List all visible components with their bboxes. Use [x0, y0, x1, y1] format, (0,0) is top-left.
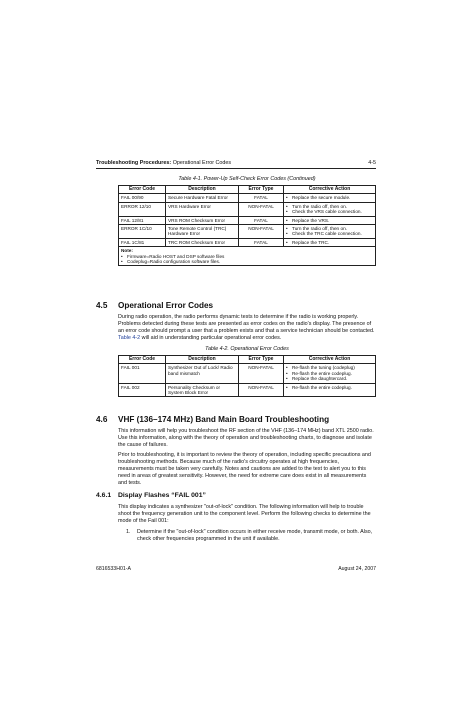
table1 — [118, 185, 376, 266]
table2-col-error-code: Error Code — [119, 356, 166, 364]
corrective-action — [284, 216, 376, 224]
table1-col-description: Description — [166, 186, 239, 194]
header-page-number: 4-5 — [368, 160, 376, 166]
action-item: • Re-flash the entire codeplug. — [286, 371, 373, 376]
list-item-number: 1. — [126, 529, 131, 535]
error-description: VRS ROM Checksum Error — [166, 216, 239, 224]
table-4-2-link[interactable]: Table 4-2 — [118, 334, 141, 341]
error-type: NON-FATAL — [239, 202, 284, 216]
error-code: ERROR 1C/10 — [119, 225, 166, 239]
action-item: • Replace the daughtercard. — [286, 376, 373, 381]
running-header — [96, 160, 376, 166]
section-title: Display Flashes “FAIL 001” — [118, 492, 206, 499]
error-type: FATAL — [239, 216, 284, 224]
footer-doc-number: 6816533H01-A — [96, 566, 131, 572]
error-code: ERROR 12/10 — [119, 202, 166, 216]
section-number: 4.6 — [96, 415, 108, 424]
error-code: FAIL 001 — [119, 364, 166, 383]
section-4-6-1-paragraph: This display indicates a synthesizer "out-of-lock" condition. The following information will help to trouble shoot the frequency generation unit to the component level. Perform the following checks to determine the mode of the Fail 001: — [118, 504, 371, 524]
table2-header-row — [119, 356, 376, 364]
corrective-action — [284, 202, 376, 216]
error-type: NON-FATAL — [239, 364, 284, 383]
table2-col-description: Description — [166, 356, 239, 364]
table-row — [119, 194, 376, 202]
table-row — [119, 216, 376, 224]
corrective-action — [284, 194, 376, 202]
table-row — [119, 364, 376, 383]
section-4-6-heading — [96, 415, 329, 424]
error-code: FAIL 00/90 — [119, 194, 166, 202]
table1-header-row — [119, 186, 376, 194]
table1-col-corrective-action: Corrective Action — [284, 186, 376, 194]
footer-date: August 24, 2007 — [338, 566, 376, 572]
table1-col-error-type: Error Type — [239, 186, 284, 194]
note-item: • Firmware=Radio HOST and DSP software files — [121, 254, 373, 259]
section-4-5-heading — [96, 301, 213, 310]
corrective-action — [284, 383, 376, 397]
error-code: FAIL 1C/81 — [119, 238, 166, 246]
action-item: • Re-flash the tuning (codeplug) — [286, 365, 373, 370]
error-description: Synthesizer Out of Lock/ Radio band mismatch — [166, 364, 239, 383]
action-item: • Replace the secure module. — [286, 195, 373, 200]
table-row — [119, 238, 376, 246]
header-rule — [96, 168, 376, 169]
table1-note-row — [119, 247, 376, 266]
action-item: • Turn the radio off, then on. — [286, 204, 373, 209]
error-type: FATAL — [239, 194, 284, 202]
note-item: • Codeplug=Radio configuration software files. — [121, 259, 373, 264]
running-footer — [96, 566, 376, 572]
error-type: NON-FATAL — [239, 383, 284, 397]
section-4-6-paragraph-1: This information will help you troubleshoot the RF section of the VHF (136–174 MHz) band XTL 2500 radio. Use this information, along with the theory of operation and troubleshooting charts, to diagnose and isolate the cause of failures. — [118, 428, 374, 448]
table1-col-error-code: Error Code — [119, 186, 166, 194]
table-row — [119, 383, 376, 397]
action-item: • Turn the radio off, then on. — [286, 226, 373, 231]
action-item: • Replace the VRS. — [286, 218, 373, 223]
error-description: TRC ROM Checksum Error — [166, 238, 239, 246]
section-4-6-paragraph-2: Prior to troubleshooting, it is important to review the theory of operation, including specific precautions and troubleshooting methods. Because much of the radio's circuitry operates at high frequencies, measurements must be taken very carefully. Notes and cautions are added to the text to alert you to this need in areas of greatest sensitivity. However, the need for extreme care does exist in all measurements and tests. — [118, 452, 371, 486]
note-title: Note: — [121, 248, 133, 254]
section-4-5-paragraph: During radio operation, the radio performs dynamic tests to determine if the radio is working properly. Problems detected during these tests are presented as error codes on the radio's display. The presence of an error code should prompt a user that a problem exists and that a service technician should be contacted. Table 4-2 will aid in understanding particular operational error codes. — [118, 314, 375, 341]
corrective-action — [284, 364, 376, 383]
header-section: Troubleshooting Procedures: Operational Error Codes — [96, 160, 232, 166]
table2-col-error-type: Error Type — [239, 356, 284, 364]
action-item: • Replace the TRC. — [286, 240, 373, 245]
table-row — [119, 225, 376, 239]
error-description: Personality Checksum or System Block Error — [166, 383, 239, 397]
table1-note — [119, 247, 376, 266]
error-code: FAIL 002 — [119, 383, 166, 397]
section-4-6-1-heading — [96, 492, 206, 499]
section-number: 4.5 — [96, 301, 108, 310]
action-item: • Check the VRS cable connection. — [286, 209, 373, 214]
table2-col-corrective-action: Corrective Action — [284, 356, 376, 364]
section-title: Operational Error Codes — [118, 301, 214, 310]
table1-caption: Table 4-1. Power-Up Self-Check Error Codes (Continued) — [178, 176, 316, 182]
action-item: • Re-flash the entire codeplug. — [286, 385, 373, 390]
section-title: VHF (136–174 MHz) Band Main Board Troubleshooting — [118, 415, 330, 424]
corrective-action — [284, 238, 376, 246]
error-description: VRS Hardware Error — [166, 202, 239, 216]
table2-caption: Table 4-2. Operational Error Codes — [205, 346, 289, 352]
action-item: • Check the TRC cable connection. — [286, 231, 373, 236]
section-number: 4.6.1 — [96, 492, 112, 499]
error-description: Secure Hardware Fatal Error — [166, 194, 239, 202]
error-type: NON-FATAL — [239, 225, 284, 239]
error-type: FATAL — [239, 238, 284, 246]
table-row — [119, 202, 376, 216]
list-item-text: Determine if the "out-of-lock" condition occurs in either receive mode, transmit mode, or both. Also, check other frequencies programmed in the unit if available. — [137, 529, 373, 542]
corrective-action — [284, 225, 376, 239]
table2 — [118, 355, 376, 397]
error-description: Tone Remote Control (TRC) Hardware Error — [166, 225, 239, 239]
error-code: FAIL 12/81 — [119, 216, 166, 224]
